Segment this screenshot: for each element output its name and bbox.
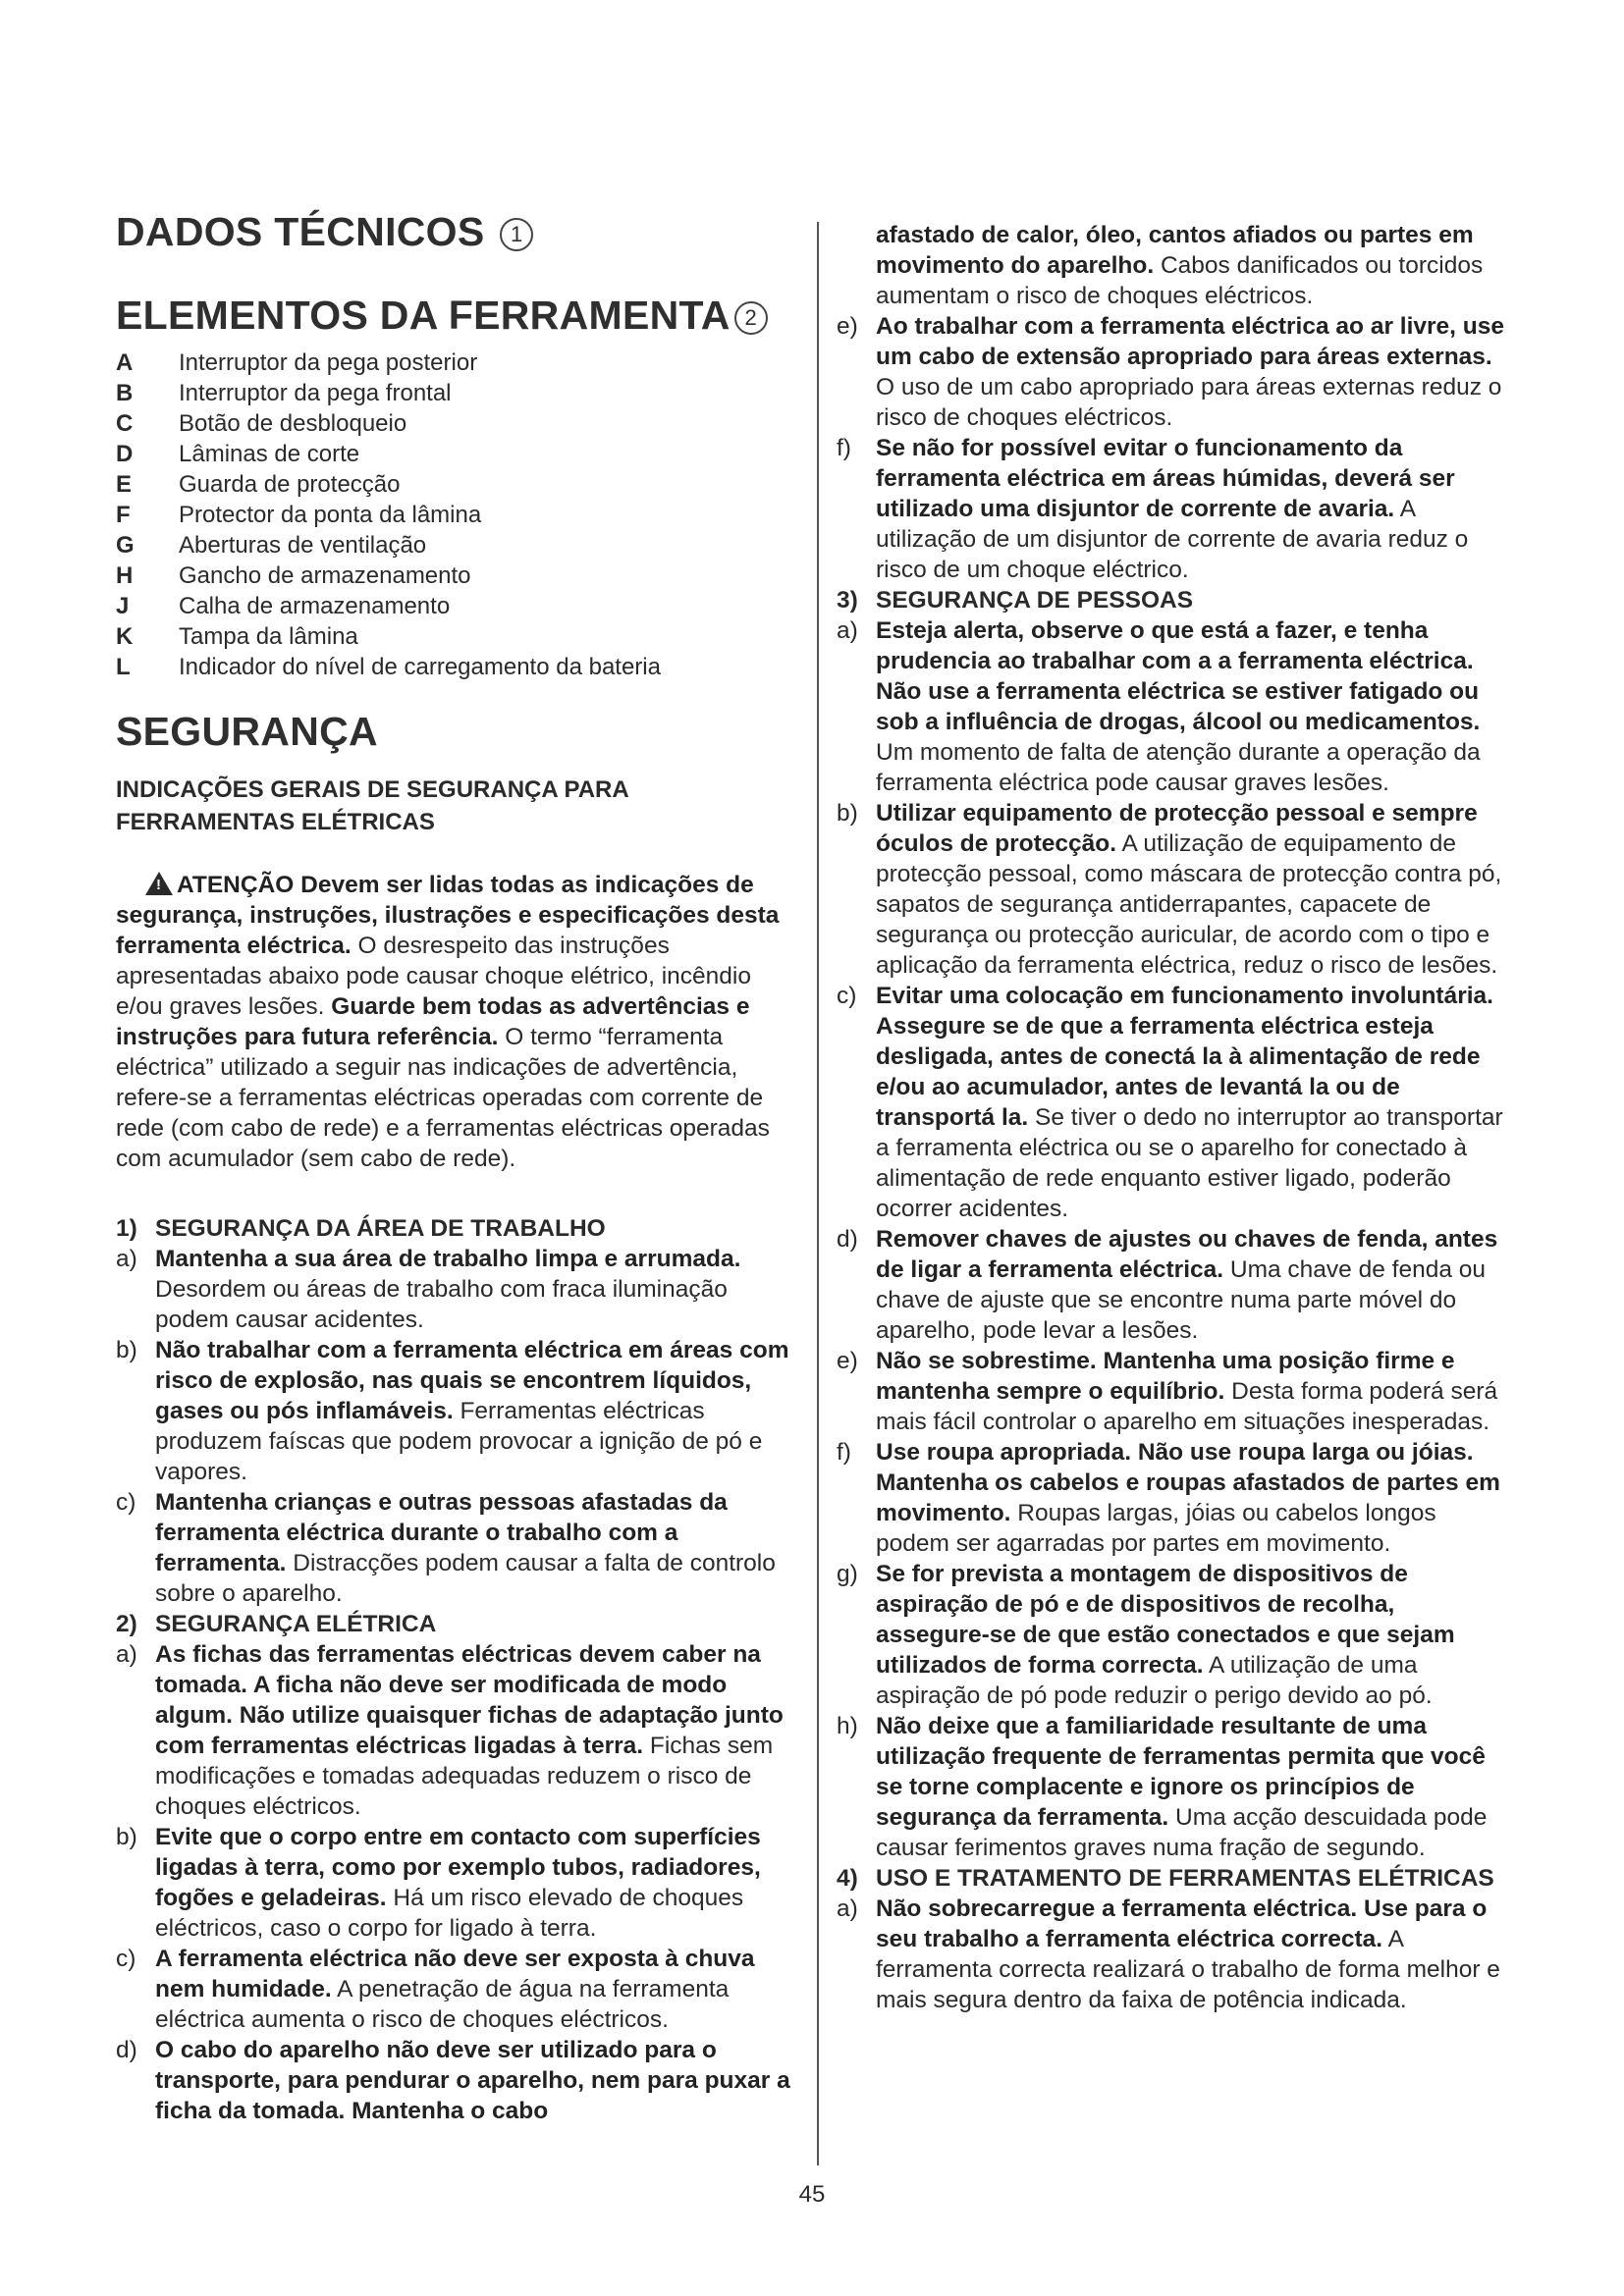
section-number: 1) [116,1215,137,1243]
list-item [837,1711,1514,1863]
list-item [837,1559,1514,1711]
warning-text-2: O termo “ferramenta eléctrica” utilizado a seguir nas indicações de advertência, refere-se a ferramentas eléctricas operadas com corrente de rede (com cabo de rede) e a ferramentas eléctricas operadas com acumulador (sem cabo de rede). [116,1024,770,1173]
item-label: c) [116,1489,136,1517]
item-label: d) [116,2037,137,2064]
item-text [876,1894,1514,2015]
item-label: b) [116,1824,137,1851]
item-text [876,615,1514,798]
section-number: 2) [116,1611,137,1638]
part-label: Interruptor da pega posterior [179,349,478,377]
section-4-items [837,1894,1514,2015]
part-item [116,500,803,530]
item-text [155,1487,803,1609]
part-item [116,347,803,378]
list-item [837,615,1514,798]
item-text [155,1639,803,1822]
part-letter: A [116,349,134,377]
part-label: Tampa da lâmina [179,623,358,651]
part-label: Botão de desbloqueio [179,410,407,438]
item-label: c) [116,1946,136,1973]
part-item [116,439,803,469]
item-label: f) [837,1439,851,1466]
list-item [837,1224,1514,1346]
part-letter: F [116,502,131,529]
item-bold: Esteja alerta, observe o que está a fazer, e tenha prudencia ao trabalhar com a a ferramenta eléctrica. Não use a ferramenta eléctrica se estiver fatigado ou sob a influência de drogas, álcool ou medicamentos. [876,617,1481,735]
list-item [837,311,1514,433]
item-body: A utilização de equipamento de protecção pessoal, como máscara de protecção contra pó, sapatos de segurança antiderrapantes, capacete de segurança ou protecção auricular, de acordo com o tipo e aplicação da ferramenta eléctrica, reduz o risco de lesões. [876,830,1502,979]
item-bold: Não sobrecarregue a ferramenta eléctrica. Use para o seu trabalho a ferramenta eléctrica correcta. [876,1896,1488,1952]
item-text [155,1944,803,2035]
item-body: O uso de um cabo apropriado para áreas externas reduz o risco de choques eléctricos. [876,374,1502,431]
part-label: Calha de armazenamento [179,593,451,620]
item-bold: Se não for possível evitar o funcionamento da ferramenta eléctrica em áreas húmidas, deverá ser utilizado uma disjuntor de corrente de avaria. [876,435,1455,522]
section-1-items [116,1244,803,1609]
list-item [116,1639,803,1822]
part-item [116,561,803,591]
list-item [116,1822,803,1944]
section-title: SEGURANÇA ELÉTRICA [155,1611,437,1638]
section-2-items [116,1639,803,2126]
list-item [837,981,1514,1224]
item-bold: Use roupa apropriada. Não use roupa larga ou jóias. Mantenha os cabelos e roupas afastados de partes em movimento. [876,1439,1500,1526]
item-body: Uma acção descuidada pode causar ferimentos graves numa fração de segundo. [876,1804,1488,1861]
item-label: a) [116,1641,137,1669]
warning-text-1: O desrespeito das instruções apresentadas abaixo pode causar choque elétrico, incêndio e/ou graves lesões. [116,933,751,1021]
section-number: 3) [837,587,858,614]
item-body: Uma chave de fenda ou chave de ajuste que se encontre numa parte móvel do aparelho, pode levar a lesões. [876,1256,1487,1344]
list-item [837,798,1514,981]
section-number: 4) [837,1865,858,1892]
part-label: Interruptor da pega frontal [179,380,452,407]
section-2-items-continued [837,311,1514,585]
part-letter: D [116,441,134,468]
safety-subheading: INDICAÇÕES GERAIS DE SEGURANÇA PARA FERRAMENTAS ELÉTRICAS [116,776,628,836]
section-1-heading [116,1213,803,1244]
item-bold: Não trabalhar com a ferramenta eléctrica em áreas com risco de explosão, nas quais se encontrem líquidos, gases ou pós inflamáveis. [155,1337,789,1425]
section-4-heading [837,1863,1514,1894]
section-2-heading [116,1609,803,1639]
section-title: SEGURANÇA DE PESSOAS [876,587,1194,614]
item-label: a) [837,1896,858,1922]
item-text [155,1244,803,1335]
item-text [876,1346,1514,1437]
item-text [876,1559,1514,1711]
section-3-heading [837,585,1514,615]
part-letter: E [116,471,133,499]
item-bold: Não se sobrestime. Mantenha uma posição firme e mantenha sempre o equilíbrio. [876,1348,1455,1405]
item-body: Desordem ou áreas de trabalho com fraca iluminação podem causar acidentes. [155,1276,728,1334]
item-body: Distracções podem causar a falta de controlo sobre o aparelho. [155,1550,776,1608]
item-bold: Evite que o corpo entre em contacto com superfícies ligadas à terra, como por exemplo tubos, radiadores, fogões e geladeiras. [155,1824,761,1912]
heading-safety: SEGURANÇA [116,709,378,755]
item-bold: Não deixe que a familiaridade resultante de uma utilização frequente de ferramentas permita que você se torne complacente e ignore os princípios de segurança da ferramenta. [876,1713,1486,1831]
item-bold: Se for prevista a montagem de dispositivos de aspiração de pó e de dispositivos de recolha, assegure-se de que estão conectados e que sejam utilizados de forma correcta. [876,1561,1455,1679]
item-label: b) [116,1337,137,1364]
item-label: a) [116,1246,137,1273]
right-column [837,220,1514,2015]
page-number: 45 [798,2181,826,2208]
item-label: e) [837,313,858,340]
warning-bold-1: ATENÇÃO Devem ser lidas todas as indicações de segurança, instruções, ilustrações e especificações desta ferramenta eléctrica. [116,872,780,960]
section-3-items [837,615,1514,1863]
list-item [837,1894,1514,2015]
part-letter: B [116,380,134,407]
item-body: A utilização de uma aspiração de pó pode reduzir o perigo devido ao pó. [876,1652,1433,1709]
item-bold: A ferramenta eléctrica não deve ser exposta à chuva nem humidade. [155,1946,755,2003]
list-item [837,1437,1514,1559]
heading-tool-elements-text: ELEMENTOS DA FERRAMENTA [116,293,731,339]
item-body: A utilização de um disjuntor de corrente de avaria reduz o risco de um choque eléctrico. [876,496,1469,583]
item-label: b) [837,800,858,827]
part-letter: K [116,623,134,651]
item-text [876,798,1514,981]
heading-technical-data [116,210,803,254]
column-divider [817,222,819,2165]
item-bold: Mantenha a sua área de trabalho limpa e arrumada. [155,1246,741,1273]
item-label: d) [837,1226,858,1253]
part-label: Guarda de protecção [179,471,401,499]
part-letter: H [116,562,134,590]
part-letter: J [116,593,130,620]
part-item [116,530,803,561]
list-item [116,1944,803,2035]
item-bold: Utilizar equipamento de protecção pessoal e sempre óculos de protecção. [876,800,1478,857]
item-text [155,2035,803,2126]
part-label: Indicador do nível de carregamento da bateria [179,654,661,681]
list-item [837,1346,1514,1437]
part-item [116,591,803,621]
warning-icon [145,872,173,895]
item-label: e) [837,1348,858,1374]
item-label: c) [837,983,857,1009]
part-item [116,621,803,652]
item-body: Há um risco elevado de choques eléctricos, caso o corpo for ligado à terra. [155,1885,744,1943]
part-item [116,378,803,408]
item-bold: As fichas das ferramentas eléctricas devem caber na tomada. A ficha não deve ser modificada de modo algum. Não utilize quaisquer fichas de adaptação junto com ferramentas eléctricas ligadas à terra. [155,1641,784,1760]
item-label: a) [837,617,858,644]
item-bold: Evitar uma colocação em funcionamento involuntária. Assegure se de que a ferramenta eléctrica esteja desligada, antes de conectá la à alimentação de rede e/ou ao acumulador, antes de levantá la ou de transportá la. [876,983,1493,1131]
list-item [116,1335,803,1487]
item-body: Fichas sem modificações e tomadas adequadas reduzem o risco de choques eléctricos. [155,1733,774,1821]
item-body: Desta forma poderá será mais fácil controlar o aparelho em situações inesperadas. [876,1378,1498,1435]
heading-tool-elements [116,294,803,338]
list-item [116,1487,803,1609]
part-label: Aberturas de ventilação [179,532,427,560]
part-item [116,652,803,682]
list-item [116,1244,803,1335]
part-letter: L [116,654,131,681]
left-column [116,210,803,2126]
list-item [837,433,1514,585]
continued-text: Cabos danificados ou torcidos aumentam o risco de choques eléctricos. [876,252,1484,309]
item-text [876,311,1514,433]
figure-ref-1: 1 [500,218,533,251]
part-label: Lâminas de corte [179,441,360,468]
list-item [837,220,1514,311]
part-letter: G [116,532,135,560]
part-label: Gancho de armazenamento [179,562,471,590]
part-item [116,408,803,439]
item-text [876,981,1514,1224]
warning-bold-2: Guarde bem todas as advertências e instruções para futura referência. [116,993,750,1051]
item-body: A ferramenta correcta realizará o trabalho de forma melhor e mais segura dentro da faixa de potência indicada. [876,1926,1500,2013]
item-bold: O cabo do aparelho não deve ser utilizado para o transporte, para pendurar o aparelho, nem para puxar a ficha da tomada. Mantenha o cabo [155,2037,790,2125]
continued-bold: afastado de calor, óleo, cantos afiados ou partes em movimento do aparelho. [876,222,1474,279]
item-body: Um momento de falta de atenção durante a operação da ferramenta eléctrica pode causar graves lesões. [876,739,1481,796]
item-label: h) [837,1713,858,1739]
parts-list [116,347,803,682]
item-label: g) [837,1561,858,1587]
item-label: f) [837,435,851,461]
list-item [116,2035,803,2126]
item-text [876,1224,1514,1346]
item-bold: Remover chaves de ajustes ou chaves de fenda, antes de ligar a ferramenta eléctrica. [876,1226,1498,1283]
item-text [155,1822,803,1944]
item-text [876,1437,1514,1559]
item-body: A penetração de água na ferramenta eléctrica aumenta o risco de choques eléctricos. [155,1976,730,2034]
figure-ref-2: 2 [734,301,768,335]
item-text [876,433,1514,585]
section-title: SEGURANÇA DA ÁREA DE TRABALHO [155,1215,606,1243]
item-body: Se tiver o dedo no interruptor ao transportar a ferramenta eléctrica ou se o aparelho for conectado à alimentação de rede enquanto estiver ligado, poderão ocorrer acidentes. [876,1104,1503,1222]
item-body: Roupas largas, jóias ou cabelos longos podem ser agarradas por partes em movimento. [876,1500,1436,1557]
item-text [876,1711,1514,1863]
item-bold: Mantenha crianças e outras pessoas afastadas da ferramenta eléctrica durante o trabalho com a ferramenta. [155,1489,728,1577]
item-body: Ferramentas eléctricas produzem faíscas que podem provocar a ignição de pó e vapores. [155,1398,763,1486]
item-bold: Ao trabalhar com a ferramenta eléctrica ao ar livre, use um cabo de extensão apropriado para áreas externas. [876,313,1505,370]
heading-technical-data-text: DADOS TÉCNICOS [116,209,485,254]
part-letter: C [116,410,134,438]
section-title: USO E TRATAMENTO DE FERRAMENTAS ELÉTRICAS [876,1865,1494,1892]
part-label: Protector da ponta da lâmina [179,502,482,529]
warning-paragraph [116,870,803,1174]
item-text [155,1335,803,1487]
part-item [116,469,803,500]
